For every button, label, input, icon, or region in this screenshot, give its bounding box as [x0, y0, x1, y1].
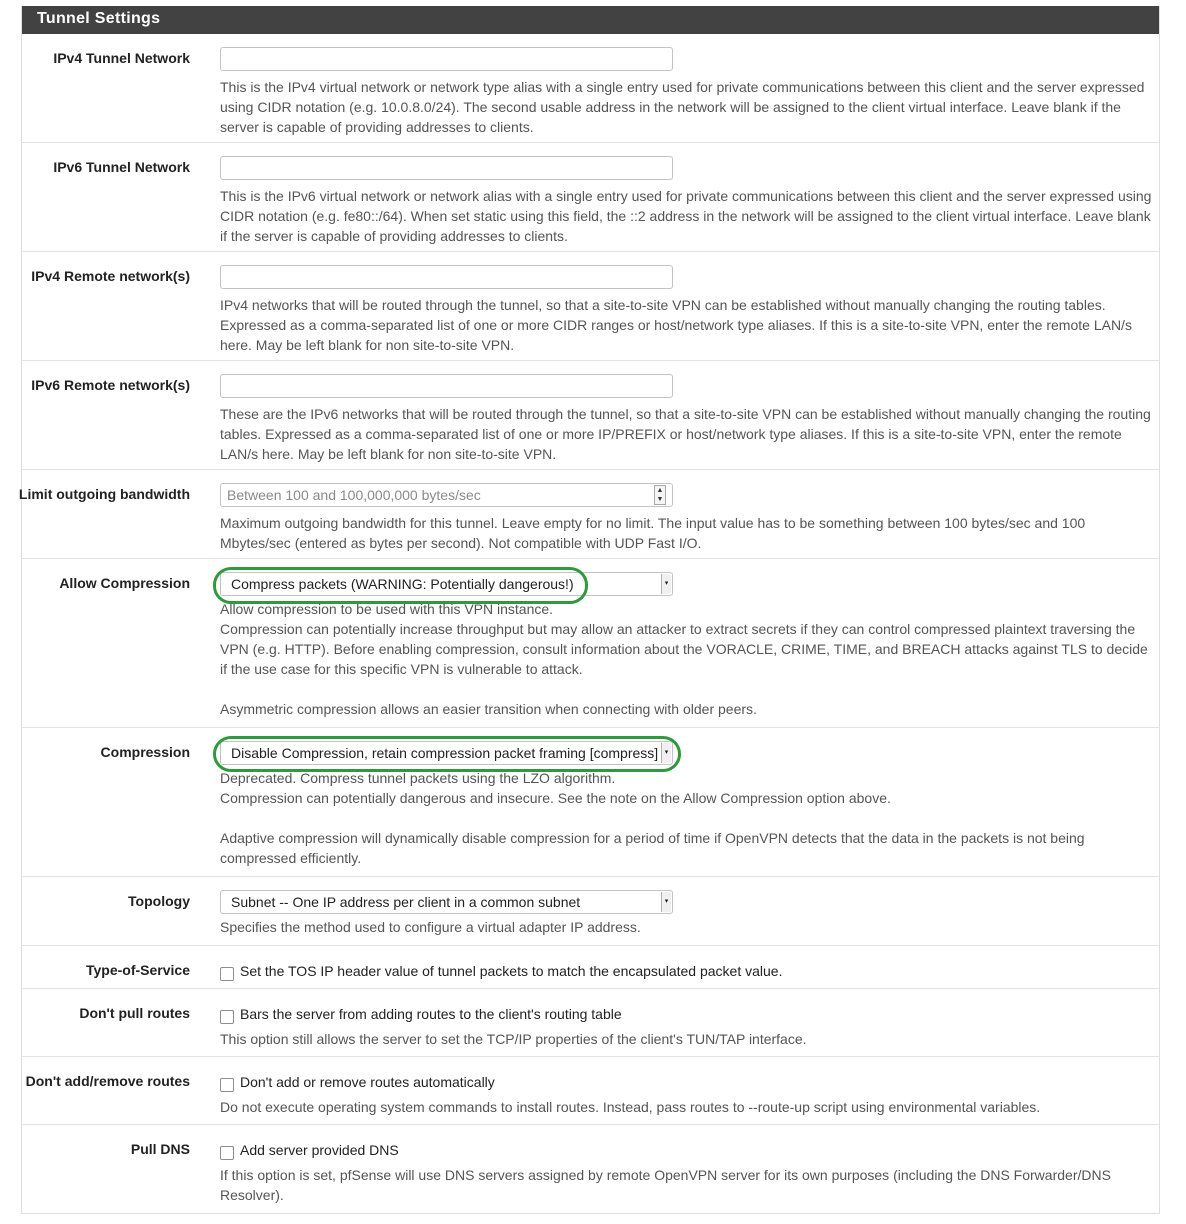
field-label: Allow Compression — [59, 575, 190, 591]
field-label: Compression — [100, 744, 190, 760]
selected-option: Subnet -- One IP address per client in a common subnet — [231, 894, 581, 910]
row-dont-add-remove-routes — [22, 1057, 1159, 1125]
checkbox-label: Set the TOS IP header value of tunnel packets to match the encapsulated packet value. — [240, 963, 783, 979]
ipv4-remote-networks-input[interactable] — [220, 265, 673, 289]
selected-option: Compress packets (WARNING: Potentially dangerous!) — [231, 576, 574, 592]
help-block — [220, 768, 1155, 868]
field-label: IPv6 Remote network(s) — [31, 377, 190, 393]
ipv6-remote-networks-input[interactable] — [220, 374, 673, 398]
row-ipv4-tunnel-network — [22, 34, 1159, 143]
checkbox-label: Bars the server from adding routes to the client's routing table — [240, 1006, 622, 1022]
tos-checkbox-line[interactable] — [220, 961, 1155, 981]
help-text: Asymmetric compression allows an easier transition when connecting with older peers. — [220, 701, 757, 717]
ipv4-tunnel-network-input[interactable] — [220, 47, 673, 71]
dont-add-routes-checkbox[interactable] — [220, 1078, 234, 1092]
bandwidth-number-input[interactable] — [220, 483, 673, 507]
field-label: Don't add/remove routes — [25, 1073, 190, 1089]
field-label: IPv6 Tunnel Network — [53, 159, 190, 175]
compression-select[interactable] — [220, 741, 673, 765]
checkbox-label: Add server provided DNS — [240, 1142, 399, 1158]
row-compression — [22, 728, 1159, 877]
help-text: IPv4 networks that will be routed through the tunnel, so that a site-to-site VPN can be established without manually changing the routing tables. Expressed as a comma-separated list of one or more CIDR ranges or host/network type aliases. If this is a site-to-site VPN, enter the remote LAN/s here. May be left blank for non site-to-site VPN. — [220, 297, 1132, 353]
field-label: IPv4 Remote network(s) — [31, 268, 190, 284]
field-label: Don't pull routes — [79, 1005, 190, 1021]
field-label: Limit outgoing bandwidth — [18, 486, 190, 502]
help-text: Compression can potentially increase throughput but may allow an attacker to extract secrets if they can control compressed plaintext traversing the VPN (e.g. HTTP). Before enabling compression, consult information about the VORACLE, CRIME, TIME, and BREACH attacks against TLS to decide if the use case for this specific VPN is vulnerable to attack. — [220, 621, 1148, 677]
tunnel-settings-panel — [18, 6, 1160, 1214]
help-text: Do not execute operating system commands to install routes. Instead, pass routes to --route-up script using environmental variables. — [220, 1099, 1041, 1115]
spinner-arrows-icon[interactable]: ▲ ▼ — [654, 485, 666, 505]
dont-pull-routes-checkbox[interactable] — [220, 1010, 234, 1024]
panel-title: Tunnel Settings — [22, 6, 1159, 34]
help-text: Adaptive compression will dynamically disable compression for a period of time if OpenVPN detects that the data in the packets is not being compressed efficiently. — [220, 830, 1085, 866]
help-text: Maximum outgoing bandwidth for this tunnel. Leave empty for no limit. The input value has to be something between 100 bytes/sec and 100 Mbytes/sec (entered as bytes per second). Not compatible with UDP Fast I/O. — [220, 515, 1086, 551]
dropdown-arrow-icon[interactable]: ▾ — [661, 743, 671, 763]
help-text: If this option is set, pfSense will use DNS servers assigned by remote OpenVPN server for its own purposes (including the DNS Forwarder/DNS Resolver). — [220, 1167, 1111, 1203]
dropdown-arrow-icon[interactable]: ▾ — [661, 574, 671, 594]
ipv6-tunnel-network-input[interactable] — [220, 156, 673, 180]
dont-pull-routes-checkbox-line[interactable] — [220, 1004, 1155, 1024]
field-label: Type-of-Service — [86, 962, 190, 978]
row-ipv6-remote-networks — [22, 361, 1159, 470]
row-type-of-service — [22, 946, 1159, 989]
checkbox-label: Don't add or remove routes automatically — [240, 1074, 495, 1090]
selected-option: Disable Compression, retain compression packet framing [compress] — [231, 745, 659, 761]
field-label: IPv4 Tunnel Network — [53, 50, 190, 66]
field-label: Pull DNS — [130, 1141, 190, 1157]
dont-add-routes-checkbox-line[interactable] — [220, 1072, 1155, 1092]
pull-dns-checkbox-line[interactable] — [220, 1140, 1155, 1160]
topology-select[interactable] — [220, 890, 673, 914]
row-limit-outgoing-bandwidth — [18, 470, 1159, 559]
tos-checkbox[interactable] — [220, 967, 234, 981]
row-ipv4-remote-networks — [22, 252, 1159, 361]
pull-dns-checkbox[interactable] — [220, 1146, 234, 1160]
row-pull-dns — [22, 1125, 1159, 1213]
help-text: This is the IPv4 virtual network or network type alias with a single entry used for private communications between this client and the server expressed using CIDR notation (e.g. 10.0.8.0/24). The second usable address in the network will be assigned to the client virtual interface. Leave blank if the server is capable of providing addresses to clients. — [220, 79, 1145, 135]
allow-compression-select[interactable] — [220, 572, 673, 596]
help-text: Specifies the method used to configure a virtual adapter IP address. — [220, 919, 641, 935]
row-dont-pull-routes — [22, 989, 1159, 1057]
help-block — [220, 599, 1155, 719]
help-text: Deprecated. Compress tunnel packets using the LZO algorithm. — [220, 770, 616, 786]
help-text: These are the IPv6 networks that will be routed through the tunnel, so that a site-to-site VPN can be established without manually changing the routing tables. Expressed as a comma-separated list of one or more IP/PREFIX or host/network type aliases. If this is a site-to-site VPN, enter the remote LAN/s here. May be left blank for non site-to-site VPN. — [220, 406, 1151, 462]
help-text: This is the IPv6 virtual network or network alias with a single entry used for private communications between this client and the server expressed using CIDR notation (e.g. fe80::/64). When set static using this field, the ::2 address in the network will be assigned to the client virtual interface. Leave blank if the server is capable of providing addresses to clients. — [220, 188, 1152, 244]
row-allow-compression — [22, 559, 1159, 728]
row-ipv6-tunnel-network — [22, 143, 1159, 252]
bandwidth-placeholder: Between 100 and 100,000,000 bytes/sec — [227, 487, 481, 503]
help-text: This option still allows the server to set the TCP/IP properties of the client's TUN/TAP interface. — [220, 1031, 807, 1047]
row-topology — [22, 877, 1159, 946]
field-label: Topology — [128, 893, 190, 909]
help-text: Allow compression to be used with this VPN instance. — [220, 601, 554, 617]
help-text: Compression can potentially dangerous and insecure. See the note on the Allow Compression option above. — [220, 790, 891, 806]
dropdown-arrow-icon[interactable]: ▾ — [661, 892, 671, 912]
